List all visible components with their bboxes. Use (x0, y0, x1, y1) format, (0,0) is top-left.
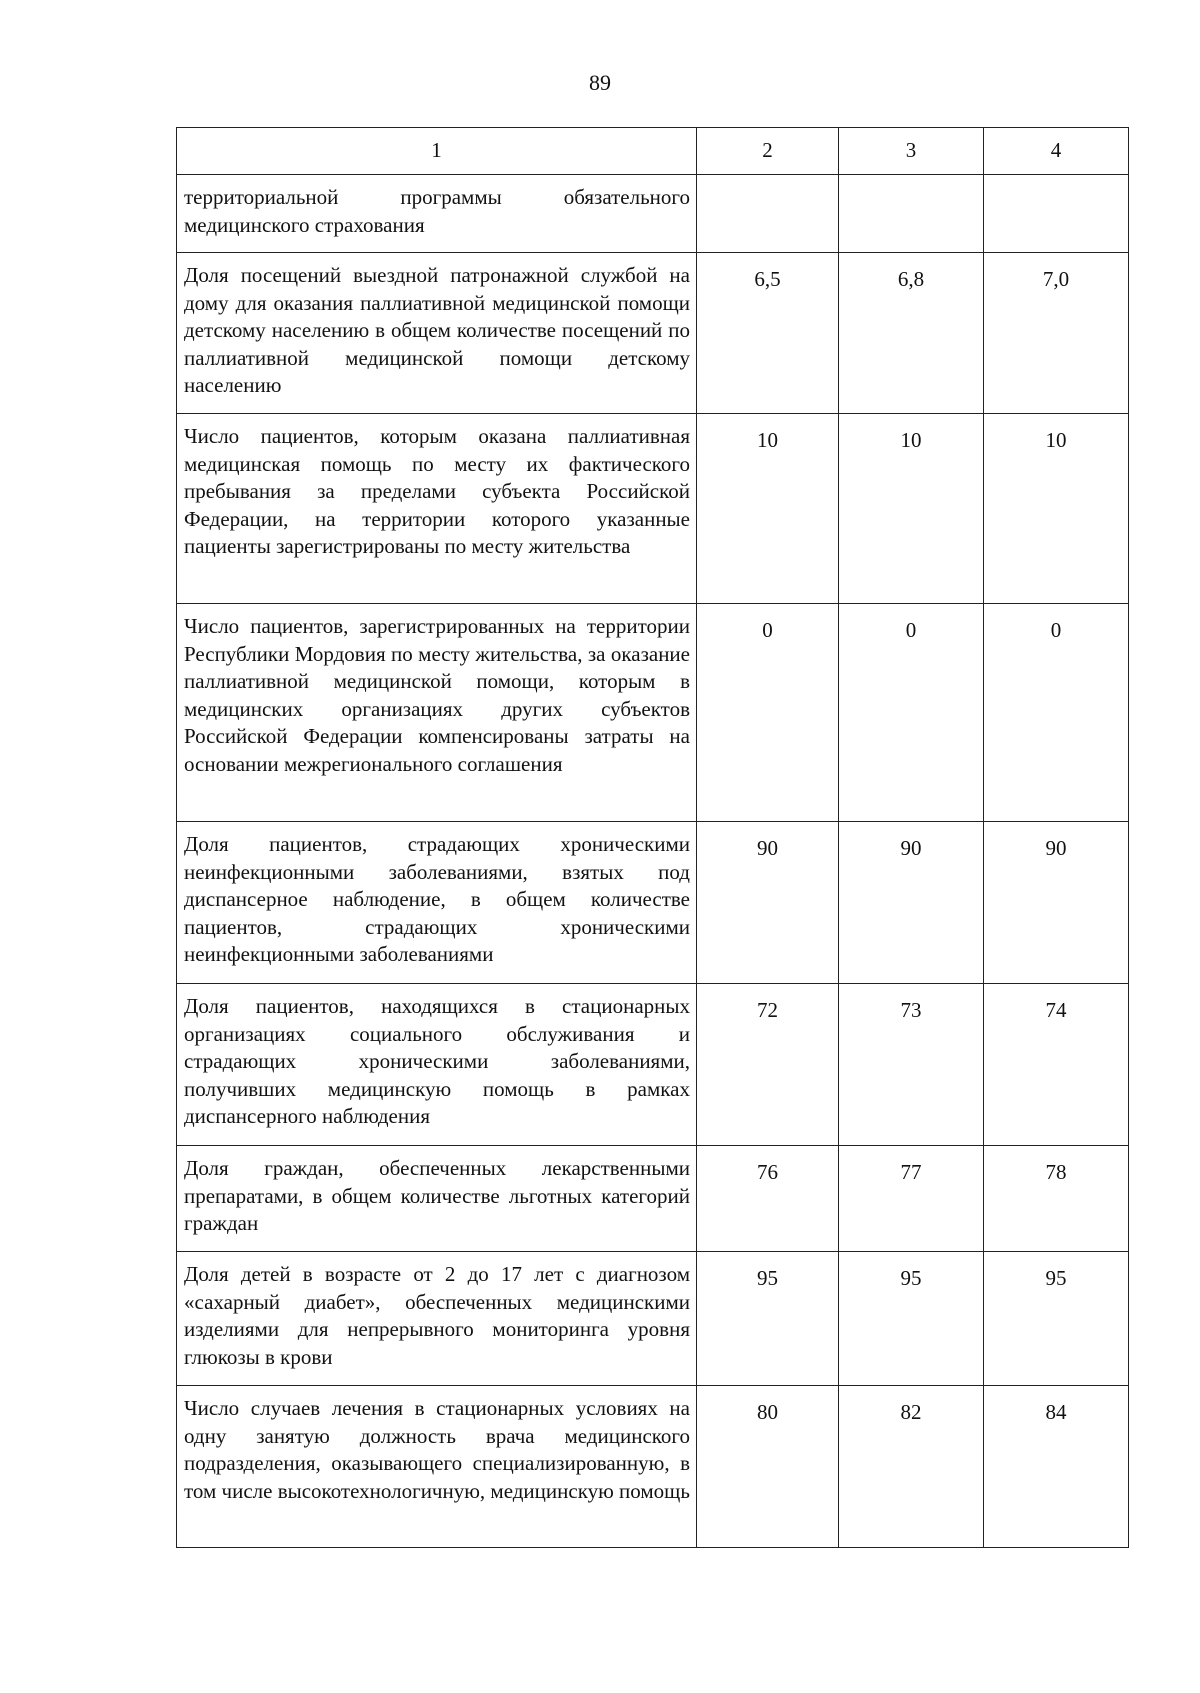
value-col-3: 0 (839, 604, 984, 822)
value-col-4 (984, 175, 1129, 253)
table-row (177, 1386, 1129, 1548)
value-col-2: 0 (697, 604, 839, 822)
indicator-description: Доля граждан, обеспеченных лекарственными препаратами, в общем количестве льготных категорий граждан (177, 1146, 697, 1252)
indicator-description: территориальной программы обязательного медицинского страхования (177, 175, 697, 253)
column-header-2: 2 (697, 128, 839, 175)
value-col-2: 95 (697, 1252, 839, 1386)
indicator-description: Число пациентов, зарегистрированных на территории Республики Мордовия по месту жительства, за оказание паллиативной медицинской помощи, которым в медицинских организациях других субъектов Российской Федерации компенсированы затраты на основании межрегионального соглашения (177, 604, 697, 822)
table-row (177, 253, 1129, 414)
value-col-2: 6,5 (697, 253, 839, 414)
value-col-4: 90 (984, 822, 1129, 984)
column-header-1: 1 (177, 128, 697, 175)
indicator-description: Доля пациентов, страдающих хроническими неинфекционными заболеваниями, взятых под диспансерное наблюдение, в общем количестве пациентов, страдающих хроническими неинфекционными заболеваниями (177, 822, 697, 984)
page-number: 89 (589, 70, 611, 95)
table-row (177, 175, 1129, 253)
table-row (177, 414, 1129, 604)
indicators-table (176, 127, 1129, 1548)
value-col-2: 80 (697, 1386, 839, 1548)
column-header-3: 3 (839, 128, 984, 175)
value-col-3: 10 (839, 414, 984, 604)
column-header-4: 4 (984, 128, 1129, 175)
value-col-2: 90 (697, 822, 839, 984)
table-header-row (177, 128, 1129, 175)
table-row (177, 1146, 1129, 1252)
value-col-4: 0 (984, 604, 1129, 822)
value-col-2 (697, 175, 839, 253)
value-col-4: 78 (984, 1146, 1129, 1252)
indicator-description: Доля пациентов, находящихся в стационарных организациях социального обслуживания и страдающих хроническими заболеваниями, получивших медицинскую помощь в рамках диспансерного наблюдения (177, 984, 697, 1146)
value-col-2: 76 (697, 1146, 839, 1252)
indicator-description: Доля детей в возрасте от 2 до 17 лет с диагнозом «сахарный диабет», обеспеченных медицинскими изделиями для непрерывного мониторинга уровня глюкозы в крови (177, 1252, 697, 1386)
value-col-2: 10 (697, 414, 839, 604)
indicator-description: Число пациентов, которым оказана паллиативная медицинская помощь по месту их фактического пребывания за пределами субъекта Российской Федерации, на территории которого указанные пациенты зарегистрированы по месту жительства (177, 414, 697, 604)
indicator-description: Доля посещений выездной патронажной службой на дому для оказания паллиативной медицинской помощи детскому населению в общем количестве посещений по паллиативной медицинской помощи детскому населению (177, 253, 697, 414)
value-col-4: 7,0 (984, 253, 1129, 414)
value-col-3: 73 (839, 984, 984, 1146)
value-col-3: 77 (839, 1146, 984, 1252)
value-col-3: 95 (839, 1252, 984, 1386)
table-row (177, 604, 1129, 822)
value-col-3 (839, 175, 984, 253)
table-row (177, 984, 1129, 1146)
value-col-2: 72 (697, 984, 839, 1146)
table-row (177, 822, 1129, 984)
indicator-description: Число случаев лечения в стационарных условиях на одну занятую должность врача медицинского подразделения, оказывающего специализированную, в том числе высокотехнологичную, медицинскую помощь (177, 1386, 697, 1548)
value-col-4: 74 (984, 984, 1129, 1146)
value-col-4: 95 (984, 1252, 1129, 1386)
value-col-3: 82 (839, 1386, 984, 1548)
value-col-3: 6,8 (839, 253, 984, 414)
value-col-3: 90 (839, 822, 984, 984)
value-col-4: 10 (984, 414, 1129, 604)
value-col-4: 84 (984, 1386, 1129, 1548)
table-row (177, 1252, 1129, 1386)
